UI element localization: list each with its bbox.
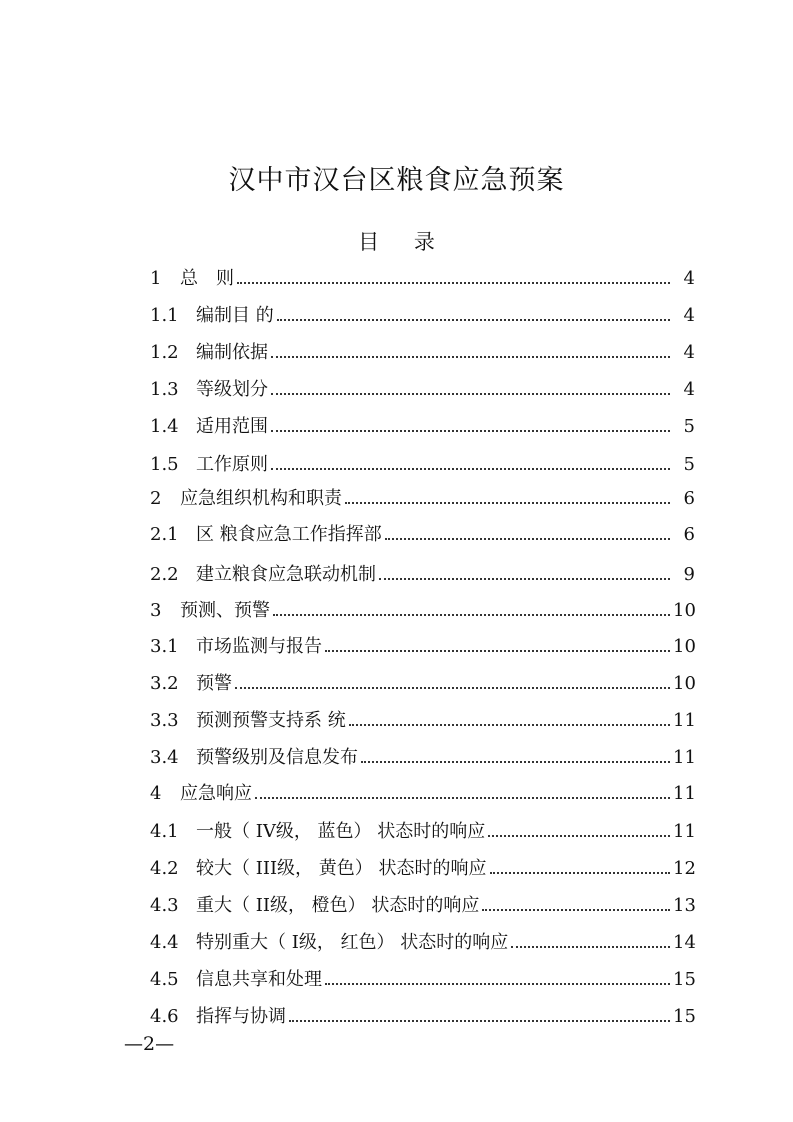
toc-entry-number: 3.1 bbox=[150, 636, 179, 657]
toc-entry-page: 13 bbox=[673, 895, 696, 916]
toc-entry-number: 4.3 bbox=[150, 895, 179, 916]
toc-leader-dots bbox=[271, 356, 670, 358]
toc-entry bbox=[150, 663, 695, 695]
toc-leader-dots bbox=[255, 797, 670, 799]
toc-leader-dots bbox=[237, 282, 670, 284]
toc-entry-page: 11 bbox=[673, 747, 696, 768]
toc-entry-title: 预警级别及信息发布 bbox=[196, 747, 358, 768]
toc-entry bbox=[150, 369, 695, 401]
toc-entry-page: 4 bbox=[683, 305, 695, 326]
toc-entry bbox=[150, 773, 695, 805]
toc-entry-page: 15 bbox=[673, 1006, 696, 1027]
toc-entry-title: 较大（ III级， 黄色） 状态时的响应 bbox=[196, 858, 487, 879]
toc-entry bbox=[150, 406, 695, 438]
toc-entry-title: 编制依据 bbox=[196, 342, 268, 363]
toc-leader-dots bbox=[349, 724, 670, 726]
toc-entry-page: 12 bbox=[673, 858, 696, 879]
toc-entry-title: 等级划分 bbox=[196, 379, 268, 400]
toc-entry-title: 总 则 bbox=[180, 268, 234, 289]
toc-entry-number: 1.1 bbox=[150, 305, 179, 326]
toc-entry-title: 应急组织机构和职责 bbox=[180, 488, 342, 509]
toc-entry-number: 1.2 bbox=[150, 342, 179, 363]
toc-entry bbox=[150, 444, 695, 476]
toc-entry-number: 1.4 bbox=[150, 416, 179, 437]
toc-entry-page: 11 bbox=[673, 710, 696, 731]
toc-entry bbox=[150, 332, 695, 364]
toc-leader-dots bbox=[511, 946, 670, 948]
toc-leader-dots bbox=[271, 468, 670, 470]
toc-entry bbox=[150, 959, 695, 991]
toc-entry-page: 10 bbox=[673, 600, 696, 621]
toc-entry-title: 市场监测与报告 bbox=[196, 636, 322, 657]
toc-entry-title: 适用范围 bbox=[196, 416, 268, 437]
toc-entry bbox=[150, 885, 695, 917]
toc-entry-number: 4.4 bbox=[150, 932, 179, 953]
toc-entry bbox=[150, 258, 695, 290]
toc-entry bbox=[150, 996, 695, 1028]
toc-entry-number: 1.3 bbox=[150, 379, 179, 400]
toc-entry bbox=[150, 626, 695, 658]
toc-entry-title: 重大（ II级， 橙色） 状态时的响应 bbox=[196, 895, 480, 916]
toc-entry bbox=[150, 590, 695, 622]
toc-entry-title: 预测预警支持系 统 bbox=[196, 710, 346, 731]
toc-entry-page: 15 bbox=[673, 969, 696, 990]
toc-entry-page: 11 bbox=[673, 821, 696, 842]
toc-entry bbox=[150, 514, 695, 546]
toc-entry-page: 6 bbox=[683, 488, 695, 509]
toc-leader-dots bbox=[271, 430, 670, 432]
toc-entry-page: 14 bbox=[673, 932, 696, 953]
toc-entry-number: 4 bbox=[150, 783, 162, 804]
toc-entry-number: 3.2 bbox=[150, 673, 179, 694]
toc-entry-title: 区 粮食应急工作指挥部 bbox=[196, 524, 382, 545]
toc-entry-page: 4 bbox=[683, 268, 695, 289]
toc-leader-dots bbox=[235, 687, 670, 689]
toc-leader-dots bbox=[273, 614, 670, 616]
toc-leader-dots bbox=[482, 909, 670, 911]
toc-entry-title: 工作原则 bbox=[196, 454, 268, 475]
toc-entry-title: 一般（ IV级， 蓝色） 状态时的响应 bbox=[196, 821, 486, 842]
toc-entry bbox=[150, 478, 695, 510]
toc-entry bbox=[150, 811, 695, 843]
toc-entry-page: 10 bbox=[673, 636, 696, 657]
toc-entry-number: 1.5 bbox=[150, 454, 179, 475]
toc-entry bbox=[150, 922, 695, 954]
toc-entry-number: 3.4 bbox=[150, 747, 179, 768]
toc-entry-title: 编制目 的 bbox=[196, 305, 274, 326]
toc-entry bbox=[150, 700, 695, 732]
toc-entry-number: 2 bbox=[150, 488, 162, 509]
toc-entry-page: 4 bbox=[683, 342, 695, 363]
toc-leader-dots bbox=[325, 983, 670, 985]
toc-entry bbox=[150, 295, 695, 327]
toc-entry bbox=[150, 737, 695, 769]
toc-leader-dots bbox=[361, 761, 670, 763]
toc-entry-number: 3.3 bbox=[150, 710, 179, 731]
toc-heading: 目 录 bbox=[358, 230, 449, 254]
toc-leader-dots bbox=[325, 650, 670, 652]
toc-entry-page: 4 bbox=[683, 379, 695, 400]
page-number: —2— bbox=[124, 1033, 175, 1055]
toc-entry bbox=[150, 554, 695, 586]
toc-leader-dots bbox=[271, 393, 670, 395]
toc-entry-number: 2.2 bbox=[150, 564, 179, 585]
toc-entry bbox=[150, 848, 695, 880]
toc-entry-page: 6 bbox=[683, 524, 695, 545]
toc-entry-number: 3 bbox=[150, 600, 162, 621]
toc-entry-number: 4.5 bbox=[150, 969, 179, 990]
toc-entry-page: 5 bbox=[683, 454, 695, 475]
toc-leader-dots bbox=[488, 835, 670, 837]
toc-entry-title: 应急响应 bbox=[180, 783, 252, 804]
document-title: 汉中市汉台区粮食应急预案 bbox=[228, 165, 565, 197]
toc-entry-number: 2.1 bbox=[150, 524, 179, 545]
toc-entry-page: 10 bbox=[673, 673, 696, 694]
toc-leader-dots bbox=[379, 578, 670, 580]
toc-entry-page: 9 bbox=[683, 564, 695, 585]
toc-entry-title: 特别重大（ I级， 红色） 状态时的响应 bbox=[196, 932, 509, 953]
toc-entry-title: 指挥与协调 bbox=[196, 1006, 286, 1027]
toc-leader-dots bbox=[490, 872, 671, 874]
toc-entry-number: 4.1 bbox=[150, 821, 179, 842]
toc-entry-title: 预测、预警 bbox=[180, 600, 270, 621]
toc-leader-dots bbox=[385, 538, 670, 540]
toc-entry-number: 4.6 bbox=[150, 1006, 179, 1027]
toc-leader-dots bbox=[345, 502, 670, 504]
toc-entry-title: 建立粮食应急联动机制 bbox=[196, 564, 376, 585]
toc-entry-number: 1 bbox=[150, 268, 162, 289]
toc-leader-dots bbox=[277, 319, 670, 321]
toc-entry-page: 11 bbox=[673, 783, 696, 804]
toc-entry-page: 5 bbox=[683, 416, 695, 437]
toc-entry-number: 4.2 bbox=[150, 858, 179, 879]
toc-entry-title: 预警 bbox=[196, 673, 232, 694]
toc-leader-dots bbox=[289, 1020, 670, 1022]
toc-entry-title: 信息共享和处理 bbox=[196, 969, 322, 990]
